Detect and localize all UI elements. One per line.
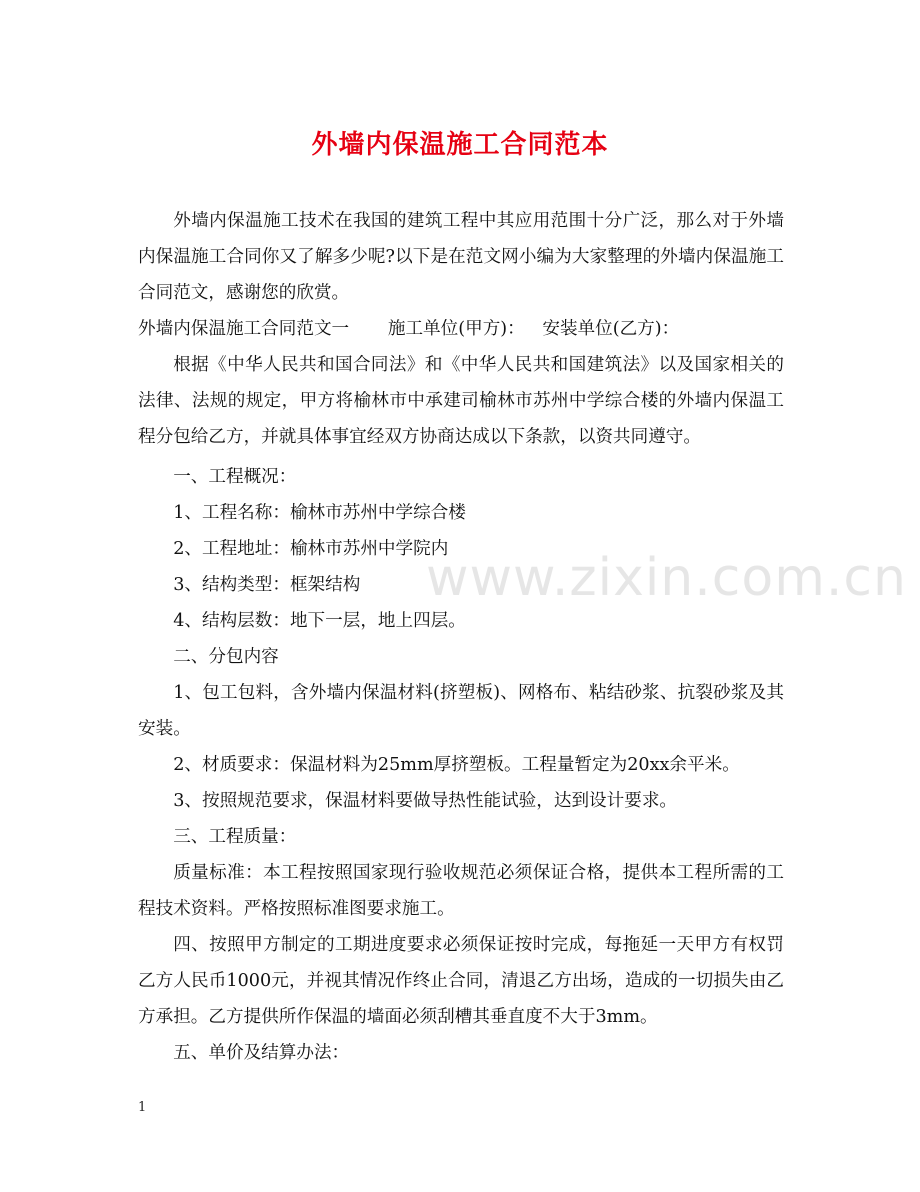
- contract-subtitle: 外墙内保温施工合同范文一: [138, 319, 350, 339]
- section-3-item-1: 质量标准：本工程按照国家现行验收规范必须保证合格，提供本工程所需的工程技术资料。严格按照标准图要求施工。: [138, 863, 784, 919]
- section-1-item-1: 1、工程名称：榆林市苏州中学综合楼: [173, 503, 466, 523]
- contract-header-line: [138, 311, 784, 347]
- document-body: [138, 203, 784, 1071]
- preamble-paragraph: 根据《中华人民共和国合同法》和《中华人民共和国建筑法》以及国家相关的法律、法规的规定，甲方将榆林市中承建司榆林市苏州中学综合楼的外墙内保温工程分包给乙方，并就具体事宜经双方协商达成以下条款，以资共同遵守。: [138, 355, 784, 447]
- section-2-item-1: 1、包工包料，含外墙内保温材料(挤塑板)、网格布、粘结砂浆、抗裂砂浆及其安装。: [138, 683, 784, 739]
- section-1-heading: 一、工程概况：: [173, 467, 297, 487]
- section-5-heading: 五、单价及结算办法：: [173, 1043, 350, 1063]
- section-1-item-2: 2、工程地址：榆林市苏州中学院内: [173, 539, 449, 559]
- section-2-item-2: 2、材质要求：保温材料为25mm厚挤塑板。工程量暂定为20xx余平米。: [173, 755, 740, 775]
- watermark-text: www.zixin.com.cn: [426, 548, 907, 608]
- section-2-heading: 二、分包内容: [173, 647, 279, 667]
- section-4-paragraph: 四、按照甲方制定的工期进度要求必须保证按时完成，每拖延一天甲方有权罚乙方人民币1000元，并视其情况作终止合同，清退乙方出场，造成的一切损失由乙方承担。乙方提供所作保温的墙面必须刮槽其垂直度不大于3mm。: [138, 935, 784, 1027]
- document-title: 外墙内保温施工合同范本: [311, 130, 609, 160]
- section-1-item-4: 4、结构层数：地下一层，地上四层。: [173, 611, 466, 631]
- intro-paragraph: 外墙内保温施工技术在我国的建筑工程中其应用范围十分广泛，那么对于外墙内保温施工合同你又了解多少呢?以下是在范文网小编为大家整理的外墙内保温施工合同范文，感谢您的欣赏。: [138, 211, 784, 303]
- section-2-item-3: 3、按照规范要求，保温材料要做导热性能试验，达到设计要求。: [173, 791, 678, 811]
- party-a-label: 施工单位(甲方)：: [387, 319, 525, 339]
- party-b-label: 安装单位(乙方)：: [542, 319, 680, 339]
- section-1-item-3: 3、结构类型：框架结构: [173, 575, 361, 595]
- section-3-heading: 三、工程质量：: [173, 827, 297, 847]
- page-number: 1: [138, 1100, 147, 1115]
